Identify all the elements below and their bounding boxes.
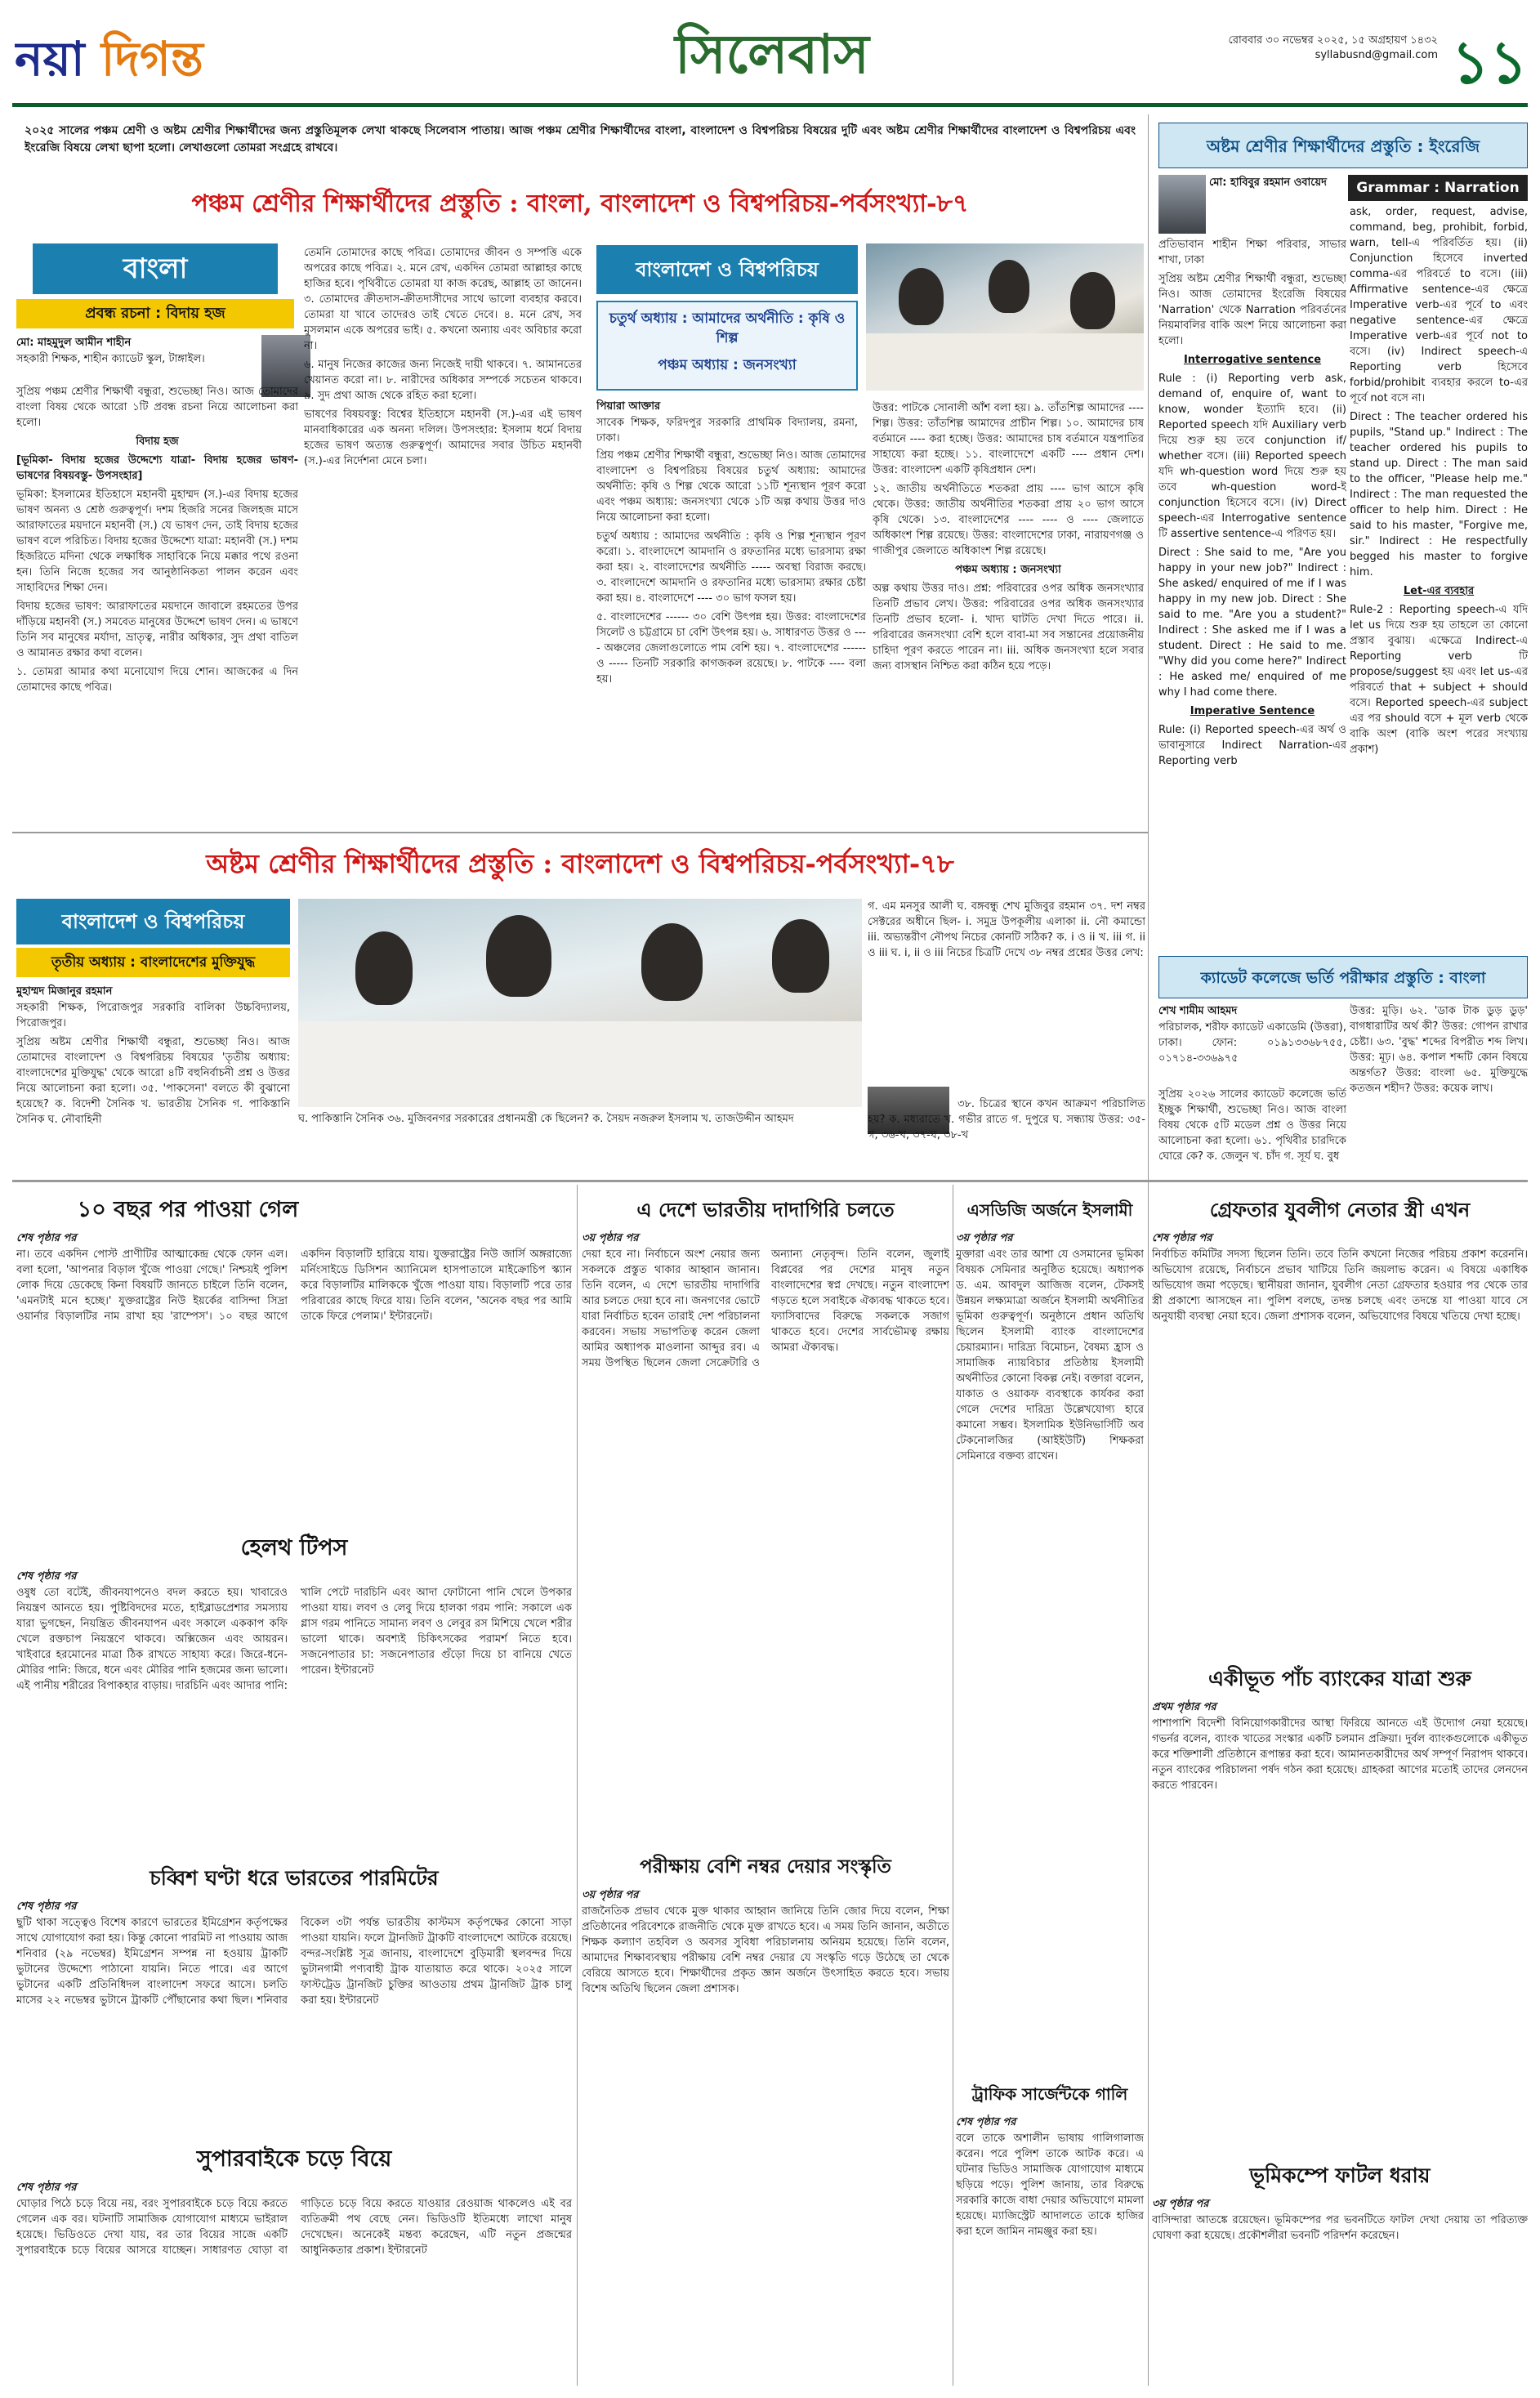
logo-main: নয়া bbox=[15, 31, 85, 87]
news-headline: চব্বিশ ঘণ্টা ধরে ভারতের পারমিটের bbox=[150, 1866, 439, 1890]
english8-author: মো: হাবিবুর রহমান ওবায়েদ bbox=[1209, 176, 1327, 189]
news-body: নির্বাচিত কমিটির সদস্য ছিলেন তিনি। তবে তিনি কখনো নিজের পরিচয় প্রকাশ করেননি। অভিযোগ রয়েছে, নির্বাচনে প্রভাব খাটিয়ে তিনি জয়লাভ করেন। এ বিষয়ে একাধিক অভিযোগ জমা পড়েছে। স্থানীয়রা জানান, যুবলীগ নেতা গ্রেফতার হওয়ার পর থেকে তার স্ত্রী প্রকাশ্যে আসছেন না। পুলিশ বলছে, তদন্ত চলছে এবং তদন্তে যা পাওয়া যাবে সে অনুযায়ী ব্যবস্থা নেয়া হবে। জেলা প্রশাসক বলেন, অভিযোগের বিষয়ে খতিয়ে দেখা হচ্ছে। bbox=[1152, 1248, 1528, 1323]
news-continued: শেষ পৃষ্ঠার পর bbox=[16, 1570, 77, 1583]
bgs5-chapter-box bbox=[596, 301, 858, 391]
cadet-author: শেখ শামীম আহমদ bbox=[1158, 1005, 1238, 1017]
english8-interrogative: Interrogative sentence bbox=[1183, 354, 1322, 366]
news-body: পাশাপাশি বিদেশী বিনিয়োগকারীদের আস্থা ফিরিয়ে আনতে এই উদ্যোগ নেয়া হয়েছে। গভর্নর বলেন, ব্যাংক খাতের সংস্কার একটি চলমান প্রক্রিয়া। দুর্বল ব্যাংকগুলোকে একীভূত করে শক্তিশালী প্রতিষ্ঠানে রূপান্তর করা হবে। আমানতকারীদের অর্থ সম্পূর্ণ নিরাপদ থাকবে। নতুন ব্যাংকের পরিচালনা পর্ষদ গঠন করা হয়েছে। গ্রাহকরা আগের মতোই তাদের লেনদেন করতে পারবেন। bbox=[1152, 1717, 1528, 1792]
english8-col2: ask, order, request, advise, command, beg, prohibit, forbid, warn, tell-এ পরিবর্তিত হয়। (ii) Conjunction হিসেবে inverted comma-এর পরিবর্তে to বসে। (iii) Affirmative sentence-এর ক্ষেত্রে Imperative verb-এর পূর্বে to এবং negative sentence-এর ক্ষেত্রে Imperative verb-এর পূর্বে not to বসে। (iv) Indirect speech-এ Reporting verb হিসেবে forbid/prohibit ব্যবহার করলে to-এর পূর্বে not বসে না। bbox=[1350, 206, 1528, 404]
bgs5-sub: পঞ্চম অধ্যায় : জনসংখ্যা bbox=[955, 564, 1061, 576]
page-number: ১১ bbox=[1451, 27, 1528, 96]
bgs8-body2: ঘ. পাকিস্তানি সৈনিক ৩৬. মুজিবনগর সরকারের প্রধানমন্ত্রী কে ছিলেন? ক. সৈয়দ নজরুল ইসলাম খ. তাজউদ্দীন আহমদ bbox=[298, 1113, 794, 1125]
bgs5-body5: ১২. জাতীয় অর্থনীতিতে শতকরা প্রায় ---- ভাগ আসে কৃষি থেকে। উত্তর: জাতীয় অর্থনীতির শতকরা প্রায় ২০ ভাগ আসে কৃষি থেকে। ১৩. বাংলাদেশের ---- ---- ও ---- জেলাতে অধিকাংশ শিল্প রয়েছে। উত্তর: বাংলাদেশের ঢাকা, নারায়ণগঞ্জ ও গাজীপুর জেলাতে অধিকাংশ শিল্প রয়েছে। bbox=[873, 483, 1144, 557]
news-headline: ১০ বছর পর পাওয়া গেল bbox=[77, 1197, 299, 1222]
bgs8-body4: ৩৮. চিত্রের স্থানে কখন আক্রমণ পরিচালিত হয়? ক. মধ্যরাতে খ. গভীর রাতে গ. দুপুরে ঘ. সন্ধ্যায় উত্তর: ৩৫-গ, ৩৬-খ, ৩৭-ঘ, ৩৮-খ bbox=[868, 1098, 1145, 1141]
bgs5-author: পিয়ারা আক্তার bbox=[596, 400, 661, 413]
class5-banner: পঞ্চম শ্রেণীর শিক্ষার্থীদের প্রস্তুতি : বাংলা, বাংলাদেশ ও বিশ্বপরিচয়-পর্বসংখ্যা-৮৭ bbox=[191, 190, 969, 218]
bangla5-body6: তেমনি তোমাদের কাছে পবিত্র। তোমাদের জীবন ও সম্পত্তি একে অপরের কাছে পবিত্র। ২. মনে রেখ, একদিন তোমরা আল্লাহর কাছে হাজির হবে। পৃথিবীতে তোমরা যা কাজ করেছ, আল্লাহ তা জানেন। ৩. তোমাদের ক্রীতদাস-ক্রীতদাসীদের সাথে ভালো ব্যবহার করবে। তোমরা যা খাবে তাদেরও তাই খেতে দেবে। ৪. মনে রেখ, সব মুসলমান একে অপরের ভাই। ৫. কখনো অন্যায় এবং অবিচার করো না। bbox=[304, 247, 582, 352]
bgs8-box-title: বাংলাদেশ ও বিশ্বপরিচয় bbox=[16, 899, 290, 944]
news-continued: ৩য় পৃষ্ঠার পর bbox=[582, 1889, 639, 1901]
cadet-title: ক্যাডেট কলেজে ভর্তি পরীক্ষার প্রস্তুতি : বাংলা bbox=[1158, 956, 1528, 998]
news-divider bbox=[12, 1180, 1528, 1182]
bgs5-body-col2 bbox=[873, 400, 1144, 827]
english8-imperative: Imperative Sentence bbox=[1190, 705, 1315, 717]
news-continued: শেষ পৃষ্ঠার পর bbox=[16, 2181, 77, 2194]
news-body: বাসিন্দারা আতঙ্কে রয়েছেন। ভূমিকম্পের পর ভবনটিতে ফাটল দেখা দেয়ায় তা পরিত্যক্ত ঘোষণা করা হয়েছে। প্রকৌশলীরা ভবনটি পরিদর্শন করেছেন। bbox=[1152, 2214, 1528, 2242]
header-rule bbox=[12, 103, 1528, 107]
english8-rule2: Rule: (i) Reported speech-এর অর্থ ও ভাবানুসারে Indirect Narration-এর Reporting verb bbox=[1158, 724, 1346, 767]
bangla5-body7: ৬. মানুষ নিজের কাজের জন্য নিজেই দায়ী থাকবে। ৭. আমানতের খেয়ানত করো না। ৮. নারীদের অধিকার সম্পর্কে সচেতন থাকবে। ৯. সুদ প্রথা আজ থেকে রহিত করা হলো। bbox=[304, 359, 582, 402]
bangla5-sub1: বিদায় হজ bbox=[136, 435, 179, 448]
news-body: ঘোড়ার পিঠে চড়ে বিয়ে নয়, বরং সুপারবাইকে চড়ে বিয়ে করতে গেলেন এক বর। ঘটনাটি সামাজিক যোগাযোগ মাধ্যমে ভাইরাল হয়েছে। ভিডিওতে দেখা যায়, বর তার বিয়ের সাজে একটি সুপারবাইকে চড়ে বিয়ের আসরে যাচ্ছেন। সাধারণত ঘোড়া বা গাড়িতে চড়ে বিয়ে করতে যাওয়ার রেওয়াজ থাকলেও এই বর ব্যতিক্রমী পথ বেছে নেন। ভিডিওটি ইতিমধ্যে লাখো মানুষ দেখেছেন। অনেকেই মন্তব্য করেছেন, এটি নতুন প্রজন্মের আধুনিকতার প্রকাশ। ইন্টারনেট bbox=[16, 2198, 572, 2257]
bangla5-body-col2 bbox=[304, 245, 582, 827]
english8-rule1: Rule : (i) Reporting verb ask, demand of, enquire of, want to know, wonder ইত্যাদি হবে। (ii) Reported speech যদি Auxiliary verb দিয়ে শুরু হয় তবে conjunction if/ whether বসে। (iii) Reported speech যদি wh-question word দিয়ে শুরু হয় তবে wh-question word-ই conjunction হিসেবে বসে। (iv) Direct speech-এর Interrogative sentence টি assertive sentence-এ পরিণত হয়। bbox=[1158, 373, 1346, 540]
bangla5-author: মো: মাহমুদুল আমীন শাহীন bbox=[16, 337, 132, 349]
news-headline: পরীক্ষায় বেশি নম্বর দেয়ার সংস্কৃতি bbox=[640, 1855, 891, 1878]
english8-body-col1 bbox=[1158, 271, 1346, 949]
section-divider bbox=[12, 832, 1148, 833]
bgs8-author: মুহাম্মদ মিজানুর রহমান bbox=[16, 985, 113, 998]
bgs5-chapter4: চতুর্থ অধ্যায় : আমাদের অর্থনীতি : কৃষি ও শিল্প bbox=[609, 310, 846, 346]
bangla5-body4: বিদায় হজের ভাষণ: আরাফাতের ময়দানে জাবালে রহমতের উপর দাঁড়িয়ে মহানবী (স.) সমবেত মানুষের উদ্দেশে ভাষণ দেন। এ ভাষণে তিনি সব মানুষের মর্যাদা, ভ্রাতৃত্ব, নারীর অধিকার, সুদ প্রথা বাতিল ও আমানত রক্ষার কথা বলেন। bbox=[16, 601, 298, 659]
bgs8-body1: সুপ্রিয় অষ্টম শ্রেণীর শিক্ষার্থী বন্ধুরা, শুভেচ্ছা নিও। আজ তোমাদের বাংলাদেশ ও বিশ্বপরিচয় বিষয়ের 'তৃতীয় অধ্যায়: বাংলাদেশের মুক্তিযুদ্ধ' থেকে আরো ৪টি বহুনির্বাচনী প্রশ্ন ও উত্তর নিয়ে আলোচনা করা হলো। ৩৫. 'পাকসেনা' বলতে কী বুঝানো হয়েছে? ক. বিদেশী সৈনিক খ. ভারতীয় সৈনিক গ. পাকিস্তানি সৈনিক ঘ. নৌবাহিনী bbox=[16, 1036, 290, 1126]
english8-author-photo bbox=[1158, 175, 1206, 234]
news-body: বলে তাকে অশালীন ভাষায় গালিগালাজ করেন। পরে পুলিশ তাকে আটক করে। এ ঘটনার ভিডিও সামাজিক যোগাযোগ মাধ্যমে ছড়িয়ে পড়ে। পুলিশ জানায়, তার বিরুদ্ধে সরকারি কাজে বাধা দেয়ার অভিযোগে মামলা হয়েছে। ম্যাজিস্ট্রেট আদালতে তাকে হাজির করা হলে জামিন নামঞ্জুর করা হয়। bbox=[956, 2132, 1144, 2238]
bgs5-body6: অল্প কথায় উত্তর দাও। প্রশ্ন: পরিবারের ওপর অধিক জনসংখ্যার তিনটি প্রভাব লেখ। উত্তর: পরিবারের ওপর অধিক জনসংখ্যার তিনটি প্রভাব হলো- i. খাদ্য ঘাটতি দেখা দিতে পারে। ii. পরিবারের জনসংখ্যা বেশি হলে বাবা-মা সব সন্তানের প্রয়োজনীয় চাহিদা পূরণ করতে পারেন না। iii. অধিক জনসংখ্যা হলে সবার জন্য বাসস্থান নিশ্চিত করা কঠিন হয়ে পড়ে। bbox=[873, 583, 1144, 672]
bangla5-body-col1 bbox=[16, 384, 298, 825]
bangla5-body1: সুপ্রিয় পঞ্চম শ্রেণীর শিক্ষার্থী বন্ধুরা, শুভেচ্ছা নিও। আজ তোমাদের বাংলা বিষয় থেকে আরো ১টি প্রবন্ধ রচনা নিয়ে আলোচনা করা হলো। bbox=[16, 386, 298, 429]
news-headline: একীভূত পাঁচ ব্যাংকের যাত্রা শুরু bbox=[1207, 1667, 1471, 1690]
news-body: না। তবে একদিন পোস্ট প্রাণীটির আত্মাকেন্দ্র থেকে ফোন এল। বলা হলো, 'আপনার বিড়াল খুঁজে পাওয়া গেছে।' নিশ্চয়ই পুলিশ লোক দিয়ে ডেকেছে কিনা বিষয়টি জানতে চাইলে তিনি বলেন, 'এমনটাই মনে হচ্ছে।' যুক্তরাষ্ট্রের নিউ ইয়র্কের বাসিন্দা সিদ্রা ওয়ার্নার বিড়ালটির নাম রাখা হয় 'রাম্পেস'। ১০ বছর আগে একদিন বিড়ালটি হারিয়ে যায়। যুক্তরাষ্ট্রের নিউ জার্সি অঙ্গরাজ্যে মর্নিংসাইডে ডিসিশন অ্যানিমেল হাসপাতালে মাইক্রোচিপ স্ক্যান করে বিড়ালটির মালিককে খুঁজে পাওয়া যায়। বিড়ালটি পরে তার পরিবারের কাছে ফিরে যায়। তিনি বলেন, 'অনেক বছর পর আমি তাকে ফিরে পেলাম।' ইন্টারনেট। bbox=[16, 1248, 572, 1323]
bangla5-body5: ১. তোমরা আমার কথা মনোযোগ দিয়ে শোন। আজকের এ দিন তোমাদের কাছে পবিত্র। bbox=[16, 666, 298, 694]
news-headline: হেলথ টিপস bbox=[240, 1535, 348, 1561]
bgs5-chapter5: পঞ্চম অধ্যায় : জনসংখ্যা bbox=[658, 357, 797, 373]
bgs5-body3: ৫. বাংলাদেশের ------ ৩০ বেশি উৎপন্ন হয়। উত্তর: বাংলাদেশের সিলেট ও চট্টগ্রামে চা বেশি উৎপন্ন হয়। ৬. সাধারণত উত্তর ও ---- অঞ্চলের জেলাগুলোতে পাম বেশি হয়। ৭. বাংলাদেশের ------ ও ----- তিনটি সরকারি কাগজকল রয়েছে। ৮. পাটকে ---- বলা হয়। bbox=[596, 611, 866, 685]
column-rule bbox=[1148, 114, 1149, 2386]
header-email: syllabusnd@gmail.com bbox=[1315, 49, 1438, 61]
cadet-body1: সুপ্রিয় ২০২৬ সালের ক্যাডেট কলেজে ভর্তি ইচ্ছুক শিক্ষার্থী, শুভেচ্ছা নিও। আজ বাংলা বিষয় থেকে ৫টি মডেল প্রশ্ন ও উত্তর নিয়ে আলোচনা করা হলো। ৬১. পৃথিবীর চারদিকে ঘোরে কে? ক. জেলুন খ. চাঁদ গ. সূর্য ঘ. বুধ bbox=[1158, 1088, 1346, 1163]
bangla5-body2: [ভূমিকা- বিদায় হজের উদ্দেশ্যে যাত্রা- বিদায় হজের ভাষণ- ভাষণের বিষয়বস্তু- উপসংহার] bbox=[16, 454, 298, 482]
bangla5-strip: প্রবন্ধ রচনা : বিদায় হজ bbox=[16, 299, 294, 328]
students-exam-photo bbox=[866, 243, 1144, 391]
english8-title: অষ্টম শ্রেণীর শিক্ষার্থীদের প্রস্তুতি : ইংরেজি bbox=[1158, 123, 1528, 168]
news-headline: এসডিজি অর্জনে ইসলামী bbox=[966, 1200, 1133, 1220]
newspaper-logo bbox=[15, 23, 284, 96]
masthead-title: সিলেবাস bbox=[675, 22, 869, 86]
english8-grammar-heading: Grammar : Narration bbox=[1348, 175, 1528, 201]
bgs5-body2: চতুর্থ অধ্যায় : আমাদের অর্থনীতি : কৃষি ও শিল্প শূন্যস্থান পূরণ করো। ১. বাংলাদেশে আমদানি ও রফতানির মধ্যে ভারসাম্য রক্ষা করা হয়। ২. বাংলাদেশের অর্থনীতি ----- অবস্থা বিরাজ করছে। ৩. বাংলাদেশে আমদানি ও রফতানির মধ্যে ভারসাম্য রক্ষার চেষ্টা করা হয়। ৪. বাংলাদেশে ---- ৩০ ভাগ ফসল হয়। bbox=[596, 530, 866, 605]
english8-ex1: Direct : She said to me, "Are you happy in your new job?" Indirect : She asked/ enquired of me if I was happy in my new job. Direct : She said to me. "Are you a student?" Indirect : She asked me if I was a student. Direct : He said to me. "Why did you come here?" Indirect : He asked me/ enquired of me why I had come there. bbox=[1158, 547, 1346, 699]
bgs5-body-col1 bbox=[596, 448, 866, 827]
news-body: দেয়া হবে না। নির্বাচনে অংশ নেয়ার জন্য সকলকে প্রস্তুত থাকার আহ্বান জানান। তিনি বলেন, এ দেশে ভারতীয় দাদাগিরি আর চলতে দেয়া হবে না। জনগণের ভোটে যারা নির্বাচিত হবেন তারাই দেশ পরিচালনা করবেন। সভায় সভাপতিত্ব করেন জেলা আমির অধ্যাপক মাওলানা আব্দুর রব। এ সময় উপস্থিত ছিলেন জেলা সেক্রেটারি ও অন্যান্য নেতৃবৃন্দ। তিনি বলেন, জুলাই বিপ্লবের পর দেশের মানুষ নতুন বাংলাদেশের স্বপ্ন দেখছে। নতুন বাংলাদেশ গড়তে হলে সবাইকে ঐক্যবদ্ধ থাকতে হবে। ফ্যাসিবাদের বিরুদ্ধে সকলকে সজাগ থাকতে হবে। দেশের সার্বভৌমত্ব রক্ষায় আমরা ঐক্যবদ্ধ। bbox=[582, 1248, 949, 1369]
bangla5-body8: ভাষণের বিষয়বস্তু: বিশ্বের ইতিহাসে মহানবী (স.)-এর এই ভাষণ মানবাধিকারের এক অনন্য দলিল। উপসংহার: ইসলাম ধর্মে বিদায় হজের ভাষণ অত্যন্ত গুরুত্বপূর্ণ। আমাদের সবার উচিত মহানবী (স.)-এর নির্দেশনা মেনে চলা। bbox=[304, 409, 582, 467]
bgs8-author-role: সহকারী শিক্ষক, পিরোজপুর সরকারি বালিকা উচ্চবিদ্যালয়, পিরোজপুর। bbox=[16, 1002, 290, 1029]
news-continued: শেষ পৃষ্ঠার পর bbox=[1152, 1232, 1212, 1244]
bgs8-strip: তৃতীয় অধ্যায় : বাংলাদেশের মুক্তিযুদ্ধ bbox=[16, 948, 290, 977]
news-continued: শেষ পৃষ্ঠার পর bbox=[16, 1900, 77, 1913]
news-continued: ৩য় পৃষ্ঠার পর bbox=[1152, 2198, 1209, 2210]
english8-author-role: প্রতিভাবান শাহীন শিক্ষা পরিবার, সাভার শাখা, ঢাকা bbox=[1158, 239, 1346, 266]
news-continued: শেষ পৃষ্ঠার পর bbox=[956, 2116, 1016, 2128]
news-body: ওষুধ তো বটেই, জীবনযাপনেও বদল করতে হয়। খাবারেও নিয়ন্ত্রণ আনতে হয়। পুষ্টিবিদদের মতে, হাইব্লাডপ্রেশার সমস্যায় যারা ভুগছেন, নিয়ন্ত্রিত জীবনযাপন এবং সকালে এককাপ কফি খেলে রক্তচাপ নিয়ন্ত্রণে থাকবে। অক্সিজেন এবং আয়রন। খাইবারে হরমোনের মাত্রা ঠিক রাখতে সাহায্য করে। জিরে-ধনে-মৌরির পানি: জিরে, ধনে এবং মৌরির পানি হজমের জন্য ভালো। এই পানীয় শরীরের বিপাকহার বাড়ায়। দারচিনি এবং আদার পানি: খালি পেটে দারচিনি এবং আদা ফোটানো পানি খেলে উপকার পাওয়া যায়। লবণ ও লেবু দিয়ে হালকা গরম পানি: সকালে এক গ্লাস গরম পানিতে সামান্য লবণ ও লেবুর রস মিশিয়ে খেলে শরীর ভালো থাকে। অবশ্যই চিকিৎসকের পরামর্শ নিতে হবে। সজনেপাতার চা: সজনেপাতার গুঁড়ো দিয়ে চা বানিয়ে খেতে পারেন। ইন্টারনেট bbox=[16, 1587, 572, 1692]
logo-accent: দিগন্ত bbox=[100, 31, 203, 87]
english8-col2c: Rule-2 : Reporting speech-এ যদি let us দিয়ে শুরু হয় তাহলে তা কোনো প্রস্তাব বুঝায়। এক্ষেত্রে Indirect-এ Reporting verb টি propose/suggest হয় এবং let us-এর পরিবর্তে that + subject + should বসে। Reported speech-এর subject এর পর should বসে + মূল verb থেকে বাকি অংশ (বাকি অংশ পরের সংখ্যায় প্রকাশ) bbox=[1350, 604, 1528, 756]
english8-body-col2 bbox=[1350, 204, 1528, 949]
bgs5-author-role: সাবেক শিক্ষক, ফরিদপুর সরকারি প্রাথমিক বিদ্যালয়, রমনা, ঢাকা। bbox=[596, 417, 858, 444]
bgs5-box-title: বাংলাদেশ ও বিশ্বপরিচয় bbox=[596, 245, 858, 294]
news-continued: ৩য় পৃষ্ঠার পর bbox=[956, 1232, 1013, 1244]
bangla5-body3: ভূমিকা: ইসলামের ইতিহাসে মহানবী মুহাম্মদ (স.)-এর বিদায় হজের ভাষণ অনন্য ও শ্রেষ্ঠ গুরুত্বপূর্ণ। দশম হিজরি সনের জিলহজ মাসে আরাফাতের ময়দানে মহানবী (স.) যে ভাষণ দেন, তাই বিদায় হজের ভাষণ বলে পরিচিত। বিদায় হজের উদ্দেশ্যে যাত্রা: মহানবী (স.) দশম হিজরিতে মদিনা থেকে লক্ষাধিক সাহাবিকে নিয়ে মক্কার পথে রওনা হন। তিনি নিজে হজের সব আনুষ্ঠানিকতা পালন করেন এবং সাহাবিদের শিক্ষা দেন। bbox=[16, 489, 298, 594]
news-body: মুক্তারা এবং তার আশা যে ওসমানের ভূমিকা বিষয়ক সেমিনার অনুষ্ঠিত হয়েছে। অধ্যাপক ড. এম. আবদুল আজিজ বলেন, টেকসই উন্নয়ন লক্ষ্যমাত্রা অর্জনে ইসলামী অর্থনীতির ভূমিকা গুরুত্বপূর্ণ। অনুষ্ঠানে প্রধান অতিথি ছিলেন ইসলামী ব্যাংক বাংলাদেশের চেয়ারম্যান। দারিদ্র্য বিমোচন, বৈষম্য হ্রাস ও সামাজিক ন্যায়বিচার প্রতিষ্ঠায় ইসলামী অর্থনীতির কোনো বিকল্প নেই। বক্তারা বলেন, যাকাত ও ওয়াকফ ব্যবস্থাকে কার্যকর করা গেলে দেশের দারিদ্র্য উল্লেখযোগ্য হারে কমানো সম্ভব। ইসলামিক ইউনিভার্সিটি অব টেকনোলজির (আইইউটি) শিক্ষকরা সেমিনারে বক্তব্য রাখেন। bbox=[956, 1248, 1144, 1462]
news-headline: এ দেশে ভারতীয় দাদাগিরি চলতে bbox=[636, 1198, 895, 1221]
news-body: ছুটি থাকা সত্ত্বেও বিশেষ কারণে ভারতের ইমিগ্রেশন কর্তৃপক্ষের সাথে যোগাযোগ করা হয়। কিন্তু কোনো পারমিট না পাওয়ায় আজ শনিবার (২৯ নভেম্বর) ইমিগ্রেশন সম্পন্ন না হওয়ায় ট্রাকটি ভুটানের উদ্দেশ্যে পাঠানো যায়নি। নিতে পারে। এর আগে ভুটানের একটি প্রতিনিধিদল বাংলাদেশ সফরে আসে। চলতি মাসের ২২ নভেম্বর ভুটানে ট্রাকটি পৌঁছানোর কথা ছিল। শনিবার বিকেল ৩টা পর্যন্ত ভারতীয় কাস্টমস কর্তৃপক্ষের কোনো সাড়া পাওয়া যায়নি। ফলে ট্রানজিট ট্রাকটি বাংলাদেশে আটকে রয়েছে। বন্দর-সংশ্লিষ্ট সূত্র জানায়, বাংলাদেশে বুড়িমারী স্থলবন্দর দিয়ে ভুটানগামী পণ্যবাহী ট্রাক যাতায়াত করে থাকে। ২০২৫ সালে ফাস্টট্রেড ট্রানজিট চুক্তির আওতায় প্রথম ট্রানজিট ট্রাক চালু করা হয়। ইন্টারনেট bbox=[16, 1917, 572, 2007]
bgs5-body1: প্রিয় পঞ্চম শ্রেণীর শিক্ষার্থী বন্ধুরা, শুভেচ্ছা নিও। আজ তোমাদের বাংলাদেশ ও বিশ্বপরিচয় বিষয়ের চতুর্থ অধ্যায়: আমাদের অর্থনীতি: কৃষি ও শিল্প থেকে আরো ১১টি শূন্যস্থান পূরণ করো এবং পঞ্চম অধ্যায়: জনসংখ্যা থেকে ১টি অল্প কথায় উত্তর দাও নিয়ে আলোচনা করা হলো। bbox=[596, 449, 866, 524]
bgs5-body4: উত্তর: পাটকে সোনালী আঁশ বলা হয়। ৯. তাঁতশিল্প আমাদের ---- শিল্প। উত্তর: তাঁতশিল্প আমাদের প্রাচীন শিল্প। ১০. আমাদের চাষ বর্তমানে ---- করা হচ্ছে। উত্তর: আমাদের চাষ বর্তমানে যন্ত্রপাতির সাহায্যে করা হচ্ছে। ১১. বাংলাদেশে একটি ---- প্রধান দেশ। উত্তর: বাংলাদেশ একটি কৃষিপ্রধান দেশ। bbox=[873, 402, 1144, 476]
bgs8-body3: গ. এম মনসুর আলী ঘ. বঙ্গবন্ধু শেখ মুজিবুর রহমান ৩৭. দশ নম্বর সেক্টরের অধীনে ছিল- i. সমুদ্র উপকূলীয় এলাকা ii. নৌ কমান্ডো iii. অভ্যন্তরীণ নৌপথ নিচের কোনটি সঠিক? ক. i ও ii খ. iii গ. ii ও iii ঘ. i, ii ও iii নিচের চিত্রটি দেখে ৩৮ নম্বর প্রশ্নের উত্তর লেখ: bbox=[868, 900, 1145, 959]
class8-banner: অষ্টম শ্রেণীর শিক্ষার্থীদের প্রস্তুতি : বাংলাদেশ ও বিশ্বপরিচয়-পর্বসংখ্যা-৭৮ bbox=[206, 848, 954, 879]
bangla5-box-title: বাংলা bbox=[33, 243, 278, 294]
news-headline: ট্রাফিক সার্জেন্টকে গালি bbox=[971, 2084, 1128, 2104]
news-headline: ভূমিকম্পে ফাটল ধরায় bbox=[1249, 2164, 1431, 2187]
news-headline: গ্রেফতার যুবলীগ নেতার স্ত্রী এখন bbox=[1209, 1198, 1471, 1221]
bangla5-author-role: সহকারী শিক্ষক, শাহীন ক্যাডেট স্কুল, টাঙ্গাইল। bbox=[16, 353, 205, 365]
intro-text: ২০২৫ সালের পঞ্চম শ্রেণী ও অষ্টম শ্রেণীর শিক্ষার্থীদের জন্য প্রস্তুতিমূলক লেখা থাকছে সিলেবাস পাতায়। আজ পঞ্চম শ্রেণীর শিক্ষার্থীদের বাংলা, বাংলাদেশ ও বিশ্বপরিচয় বিষয়ের দুটি এবং অষ্টম শ্রেণীর শিক্ষার্থীদের বাংলাদেশ ও বিশ্বপরিচয় এবং ইংরেজি বিষয়ে লেখা ছাপা হলো। লেখাগুলো তোমরা সংগ্রহে রাখবে। bbox=[25, 124, 1136, 154]
students-classroom-photo bbox=[298, 899, 862, 1107]
news-headline: সুপারবাইকে চড়ে বিয়ে bbox=[196, 2146, 392, 2172]
cadet-author-role: পরিচালক, শরীফ ক্যাডেট একাডেমি (উত্তরা), ঢাকা। ফোন: ০১৯১৩৩৬৮৭৫৫, ০১৭১৪-৩৩৬৯৭৫ bbox=[1158, 1021, 1346, 1065]
english8-col2b: Direct : The teacher ordered his pupils, "Stand up." Indirect : The teacher ordered his pupils to stand up. Direct : The man said to the officer, "Please help me." Indirect : The man requested the officer to help him. Direct : He said to his master, "Forgive me, sir." Indirect : He respectfully begged his master to forgive him. bbox=[1350, 411, 1528, 578]
english8-body1: সুপ্রিয় অষ্টম শ্রেণীর শিক্ষার্থী বন্ধুরা, শুভেচ্ছা নিও। আজ তোমাদের ইংরেজি বিষয়ের 'Narration' থেকে Narration পরিবর্তনের নিয়মাবলির বাকি অংশ নিয়ে আলোচনা করা হলো। bbox=[1158, 273, 1346, 347]
header-date: রোববার ৩০ নভেম্বর ২০২৫, ১৫ অগ্রহায়ণ ১৪৩২ bbox=[1228, 34, 1438, 47]
news-continued: ৩য় পৃষ্ঠার পর bbox=[582, 1232, 639, 1244]
column-rule bbox=[577, 1185, 578, 2386]
news-continued: শেষ পৃষ্ঠার পর bbox=[16, 1232, 77, 1244]
cadet-body2: উত্তর: মুড়ি। ৬২. 'ডাক টাক ডুড় ডুড়' বাগধারাটির অর্থ কী? উত্তর: গোপন রাখার চেষ্টা। ৬৩. 'বুদ্ধ' শব্দের বিপরীত শব্দ লিখ। উত্তর: মূঢ়। ৬৪. কপাল শব্দটি কোন বিষয়ে অন্তর্গত? উত্তর: বাংলা ৬৫. মুক্তিযুদ্ধে কতজন শহীদ? উত্তর: কয়েক লাখ। bbox=[1350, 1005, 1528, 1095]
news-body: রাজনৈতিক প্রভাব থেকে মুক্ত থাকার আহ্বান জানিয়ে তিনি জোর দিয়ে বলেন, শিক্ষা প্রতিষ্ঠানের পরিবেশকে রাজনীতি থেকে মুক্ত রাখতে হবে। এ সময় তিনি জানান, অতীতে শিক্ষক কল্যাণ তহবিল ও অবসর সুবিধা পরিচালনায় অনিয়ম হয়েছে। তিনি বলেন, আমাদের শিক্ষাব্যবস্থায় পরীক্ষায় বেশি নম্বর দেয়ার যে সংস্কৃতি গড়ে উঠেছে তা থেকে বেরিয়ে আসতে হবে। শিক্ষার্থীদের প্রকৃত জ্ঞান অর্জনে উৎসাহিত করতে হবে। সভায় বিশেষ অতিথি ছিলেন জেলা প্রশাসক। bbox=[582, 1905, 949, 1995]
news-continued: প্রথম পৃষ্ঠার পর bbox=[1152, 1701, 1216, 1713]
english8-let-heading: Let-এর ব্যবহার bbox=[1403, 585, 1475, 597]
